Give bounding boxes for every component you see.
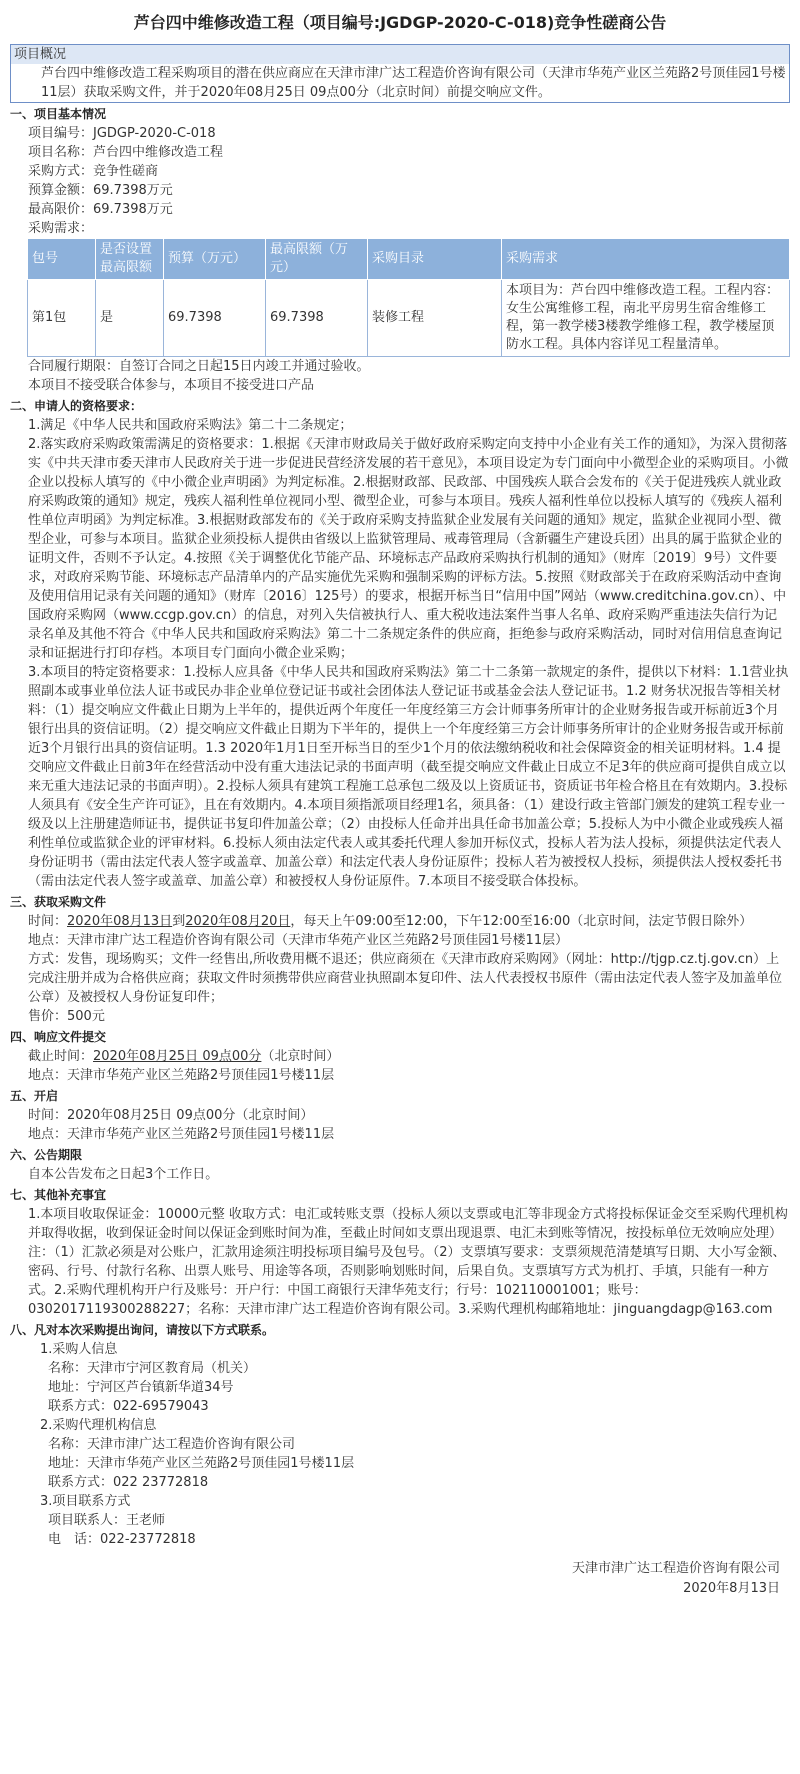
submission-deadline-label: 截止时间：: [28, 1049, 94, 1064]
contact-group-project: [10, 1492, 790, 1511]
contract-period: 合同履行期限：自签订合同之日起15日内竣工并通过验收。: [28, 359, 370, 374]
obtain-end-date: 2020年08月20日: [185, 914, 291, 929]
agency-address: 地址：天津市华苑产业区兰苑路2号顶佳园1号楼11层: [48, 1456, 355, 1471]
section-basic-info-heading: 一、项目基本情况: [10, 107, 107, 121]
opening-place: 地点：天津市华苑产业区兰苑路2号顶佳园1号楼11层: [28, 1127, 335, 1142]
contact-purchaser-details: [10, 1359, 790, 1416]
signature-date: 2020年8月13日: [683, 1581, 780, 1596]
table-cell: 69.7398: [266, 280, 368, 357]
obtain-place: 地点：天津市津广达工程造价咨询有限公司（天津市华苑产业区兰苑路2号顶佳园1号楼11层）: [28, 933, 569, 948]
section-qualification-heading: 二、申请人的资格要求：: [10, 399, 143, 413]
section-basic-info: [10, 124, 790, 238]
table-cell: 69.7398: [164, 280, 266, 357]
page-title: 芦台四中维修改造工程（项目编号:JGDGP-2020-C-018)竞争性磋商公告: [133, 13, 667, 32]
procurement-method: 采购方式：竞争性磋商: [28, 164, 159, 179]
agency-phone: 联系方式：022 23772818: [48, 1475, 209, 1490]
table-cell: 是: [96, 280, 164, 357]
section-submission-heading: 四、响应文件提交: [10, 1030, 107, 1044]
signature-org: 天津市津广达工程造价咨询有限公司: [571, 1561, 780, 1576]
agency-name: 名称：天津市津广达工程造价咨询有限公司: [48, 1437, 296, 1452]
qualification-item: 2.落实政府采购政策需满足的资格要求：1.根据《天津市财政局关于做好政府采购定向支持中小企业有关工作的通知》，为深入贯彻落实《中共天津市委天津市人民政府关于进一步促进民营经济发展的若干意见》，本项目设定为专门面向中小微型企业的采购项目。小微企业以投标人填写的《中小微企业声明函》为判定标准。2.根据财政部、民政部、中国残疾人联合会发布的《关于促进残疾人就业政府采购政策的通知》规定，残疾人福利性单位视同小型、微型企业，可参与本项目。残疾人福利性单位以投标人填写的《残疾人福利性单位声明函》为判定标准。3.根据财政部发布的《关于政府采购支持监狱企业发展有关问题的通知》规定，监狱企业视同小型、微型企业，可参与本项目。监狱企业须投标人提供由省级以上监狱管理局、戒毒管理局（含新疆生产建设兵团）出具的属于监狱企业的证明文件，否则不予认定。4.按照《关于调整优化节能产品、环境标志产品政府采购执行机制的通知》（财库〔2019〕9号）文件要求，对政府采购节能、环境标志产品清单内的产品实施优先采购和强制采购的评标方法。5.按照《财政部关于在政府采购活动中查询及使用信用记录有关问题的通知》（财库〔2016〕125号）的要求，根据开标当日“信用中国”网站（www.creditchina.gov.cn）、中国政府采购网（www.ccgp.gov.cn）的信息，对列入失信被执行人、重大税收违法案件当事人名单、政府采购严重违法失信行为记录名单及其他不符合《中华人民共和国政府采购法》第二十二条规定条件的供应商，拒绝参与政府采购活动，同时对信用信息查询记录和证据进行打印存档。本项目专门面向小微企业采购；: [28, 437, 789, 661]
notice-period-text: 自本公告发布之日起3个工作日。: [28, 1167, 219, 1182]
max-price: 最高限价：69.7398万元: [28, 202, 173, 217]
other-text: 1.本项目收取保证金：10000元整 收取方式：电汇或转账支票（投标人须以支票或电汇等非现金方式将投标保证金交至采购代理机构并取得收据，收到保证金时间以保证金到账时间为准，至截止时间如支票出现退票、电汇未到账等情况，按投标单位无效响应处理）注：（1）汇款必须是对公账户，汇款用途须注明投标项目编号及包号。（2）支票填写要求：支票须规范清楚填写日期、大小写金额、密码、行号、付款行名称、出票人账号、用途等各项，否则影响划账时间，后果自负。支票填写方式为机打、手填，只能有一种方式。2.采购代理机构开户行及账号：开户行：中国工商银行天津华苑支行；行号：102110001001；账号：0302017119300288227；名称：天津市津广达工程造价咨询有限公司。3.采购代理机构邮箱地址：jinguangdagp@163.com: [28, 1207, 788, 1317]
overview-text: 芦台四中维修改造工程采购项目的潜在供应商应在天津市津广达工程造价咨询有限公司（天津市华苑产业区兰苑路2号顶佳园1号楼11层）获取采购文件，并于2020年08月25日 09点00分（北京时间）前提交响应文件。: [41, 66, 786, 100]
obtain-start-date: 2020年08月13日: [67, 914, 173, 929]
obtain-time-label: 时间：: [28, 914, 68, 929]
section-contact-heading: 八、凡对本次采购提出询问，请按以下方式联系。: [10, 1323, 275, 1337]
project-overview-box: [10, 44, 790, 103]
table-header: 采购需求: [502, 239, 790, 280]
section-obtain-docs: [10, 912, 790, 1026]
section-basic-info-after: [10, 357, 790, 395]
purchaser-phone: 联系方式：022-69579043: [48, 1399, 209, 1414]
table-header-row: [28, 239, 790, 280]
section-notice-period-heading: 六、公告期限: [10, 1148, 83, 1162]
table-cell: 第1包: [28, 280, 96, 357]
section-obtain-docs-heading: 三、获取采购文件: [10, 895, 107, 909]
project-contact-phone: 电 话：022-23772818: [48, 1532, 196, 1547]
table-header: 包号: [28, 239, 96, 280]
project-name: 项目名称：芦台四中维修改造工程: [28, 145, 224, 160]
section-opening: [10, 1106, 790, 1144]
overview-heading: 项目概况: [11, 45, 789, 64]
table-header: 是否设置最高限额: [96, 239, 164, 280]
table-header: 采购目录: [368, 239, 502, 280]
submission-place: 地点：天津市华苑产业区兰苑路2号顶佳园1号楼11层: [28, 1068, 335, 1083]
consortium-note: 本项目不接受联合体参与，本项目不接受进口产品: [28, 378, 315, 393]
submission-deadline-date: 2020年08月25日 09点00分: [93, 1049, 262, 1064]
table-cell: 本项目为：芦台四中维修改造工程。工程内容：女生公寓维修工程，南北平房男生宿舍维修工程，第一教学楼3楼教学维修工程，教学楼屋顶防水工程。具体内容详见工程量清单。: [502, 280, 790, 357]
obtain-time-to: 到: [172, 914, 186, 929]
table-row: [28, 280, 790, 357]
contact-project-details: [10, 1511, 790, 1549]
purchaser-address: 地址：宁河区芦台镇新华道34号: [48, 1380, 234, 1395]
section-qualification: [10, 416, 790, 891]
obtain-time-rest: ，每天上午09:00至12:00，下午12:00至16:00（北京时间，法定节假日除外）: [290, 914, 753, 929]
qualification-item: 1.满足《中华人民共和国政府采购法》第二十二条规定；: [28, 418, 353, 433]
purchaser-name: 名称：天津市宁河区教育局（机关）: [48, 1361, 257, 1376]
qualification-item: 3.本项目的特定资格要求：1.投标人应具备《中华人民共和国政府采购法》第二十二条第一款规定的条件，提供以下材料：1.1营业执照副本或事业单位法人证书或民办非企业单位登记证书或社会团体法人登记证书或基金会法人登记证书。1.2 财务状况报告等相关材料：（1）提交响应文件截止日期为上半年的，提供近两个年度任一年度经第三方会计师事务所审计的企业财务报告或开标前近3个月银行出具的资信证明。（2）提交响应文件截止日期为下半年的，提供上一个年度经第三方会计师事务所审计的企业财务报告或开标前近3个月银行出具的资信证明。1.3 2020年1月1日至开标当日的至少1个月的依法缴纳税收和社会保障资金的相关证明材料。1.4 提交响应文件截止日前3年在经营活动中没有重大违法记录的书面声明（截至提交响应文件截止日成立不足3年的供应商可提供自成立以来无重大违法记录的书面声明）。2.投标人须具有建筑工程施工总承包二级及以上资质证书，资质证书年检合格且在有效期内。3.投标人须具有《安全生产许可证》，且在有效期内。4.本项目须指派项目经理1名，须具备：（1）建设行政主管部门颁发的建筑工程专业一级及以上注册建造师证书，提供证书复印件加盖公章；（2）由投标人任命并出具任命书加盖公章；5.投标人为中小微企业或残疾人福利性单位或监狱企业的评审材料。6.投标人须由法定代表人或其委托代理人参加开标仪式，投标人若为法人投标，须提供法定代表人身份证明书（需由法定代表人签字或盖章、加盖公章）和法定代表人身份证原件；投标人若为被授权人投标，须提供法人授权委托书（需由法定代表人签字或盖章、加盖公章）和被授权人身份证原件。7.本项目不接受联合体投标。: [28, 665, 789, 889]
obtain-price: 售价：500元: [28, 1009, 105, 1024]
section-other: [10, 1205, 790, 1319]
table-header: 最高限额（万元）: [266, 239, 368, 280]
project-number: 项目编号：JGDGP-2020-C-018: [28, 126, 216, 141]
section-notice-period: [10, 1165, 790, 1184]
contact-group-title: 1.采购人信息: [40, 1342, 118, 1357]
budget-amount: 预算金额：69.7398万元: [28, 183, 173, 198]
submission-deadline: [28, 1047, 790, 1066]
obtain-time: [28, 912, 790, 931]
obtain-method: 方式：发售，现场购买；文件一经售出,所收费用概不退还；供应商须在《天津市政府采购网》（网址：http://tjgp.cz.tj.gov.cn）上完成注册并成为合格供应商；获取文件时须携带供应商营业执照副本复印件、法人代表授权书原件（需由法定代表人签字及加盖单位公章）及被授权人身份证复印件；: [28, 952, 783, 1005]
contact-group-purchaser: [10, 1340, 790, 1359]
section-other-heading: 七、其他补充事宜: [10, 1188, 107, 1202]
procurement-needs-table: [27, 238, 790, 357]
contact-agency-details: [10, 1435, 790, 1492]
table-cell: 装修工程: [368, 280, 502, 357]
project-contact-person: 项目联系人：王老师: [48, 1513, 166, 1528]
submission-deadline-tz: （北京时间）: [261, 1049, 340, 1064]
procurement-needs-label: 采购需求：: [28, 221, 94, 236]
contact-group-title: 3.项目联系方式: [40, 1494, 131, 1509]
contact-group-agency: [10, 1416, 790, 1435]
section-submission: [10, 1047, 790, 1085]
signature-block: [10, 1559, 790, 1599]
section-opening-heading: 五、开启: [10, 1089, 59, 1103]
opening-time: 时间：2020年08月25日 09点00分（北京时间）: [28, 1108, 314, 1123]
contact-group-title: 2.采购代理机构信息: [40, 1418, 157, 1433]
table-header: 预算（万元）: [164, 239, 266, 280]
